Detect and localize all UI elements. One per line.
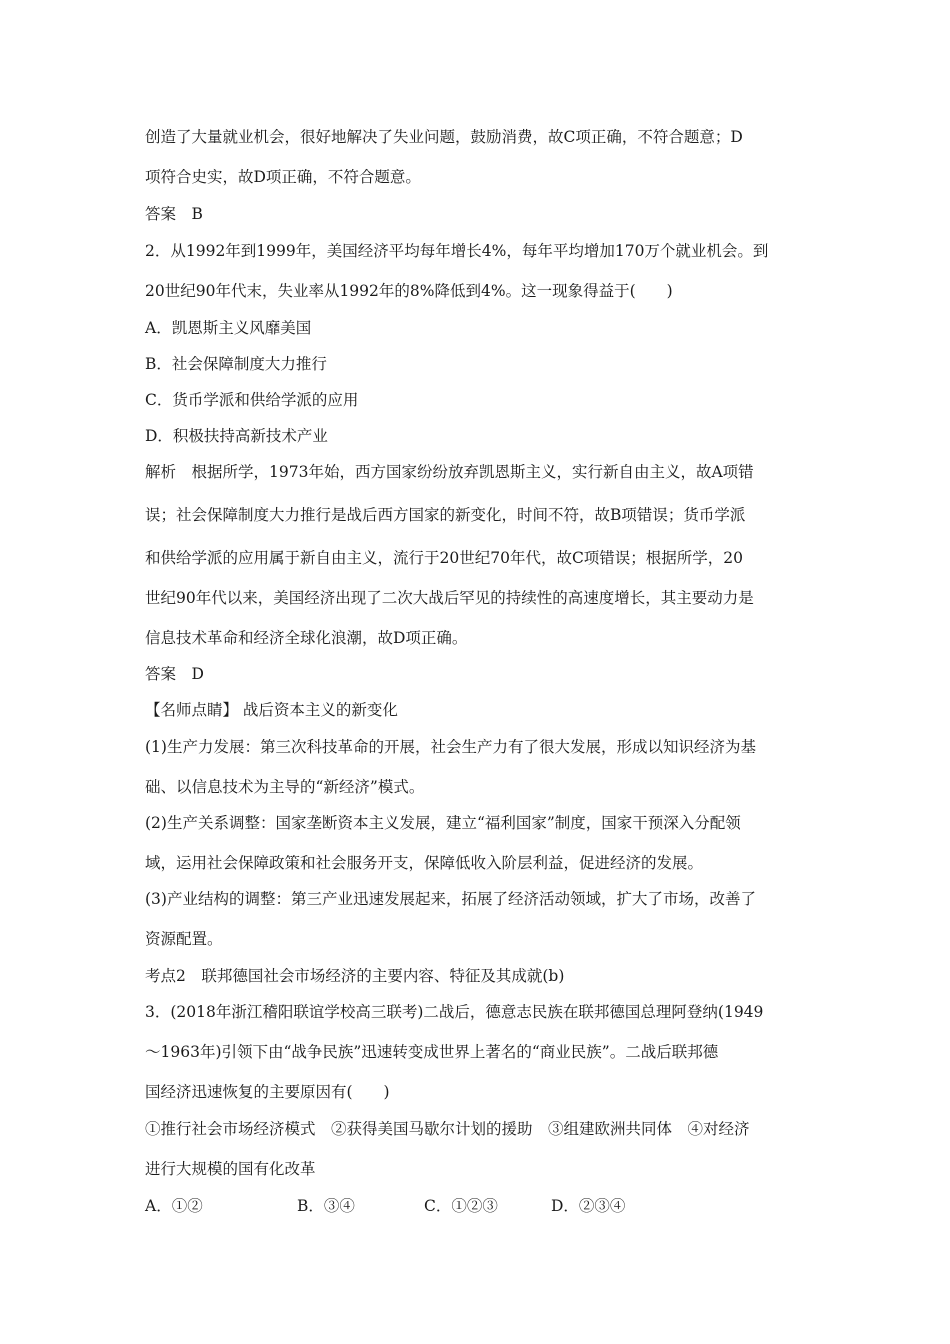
q3-option-d: D．②③④ — [551, 1197, 626, 1215]
q2-analysis-line-1: 解析 根据所学，1973年始，西方国家纷纷放弃凯恩斯主义，实行新自由主义，故A项错 — [145, 463, 754, 481]
q2-option-d: D．积极扶持高新技术产业 — [145, 427, 328, 445]
q2-option-a: A．凯恩斯主义风靡美国 — [145, 319, 312, 337]
q3-option-a: A．①② — [145, 1197, 203, 1215]
q3-items-line-1: ①推行社会市场经济模式 ②获得美国马歇尔计划的援助 ③组建欧洲共同体 ④对经济 — [145, 1120, 750, 1138]
q2-analysis-line-5: 信息技术革命和经济全球化浪潮，故D项正确。 — [145, 629, 468, 647]
q3-option-c: C．①②③ — [424, 1197, 498, 1215]
tip-point-1-line-2: 础、以信息技术为主导的“新经济”模式。 — [145, 778, 425, 796]
q2-analysis-line-2: 误；社会保障制度大力推行是战后西方国家的新变化，时间不符，故B项错误；货币学派 — [145, 506, 746, 524]
q3-items-line-2: 进行大规模的国有化改革 — [145, 1160, 316, 1178]
q2-stem-line-1: 2．从1992年到1999年，美国经济平均每年增长4%，每年平均增加170万个就业机会。到 — [145, 242, 769, 260]
section-heading: 考点2 联邦德国社会市场经济的主要内容、特征及其成就(b) — [145, 967, 565, 985]
q2-analysis-line-3: 和供给学派的应用属于新自由主义，流行于20世纪70年代，故C项错误；根据所学，20 — [145, 549, 744, 567]
q1-explanation-line-2: 项符合史实，故D项正确，不符合题意。 — [145, 168, 421, 186]
q3-options — [145, 1196, 815, 1216]
q1-explanation-line-1: 创造了大量就业机会，很好地解决了失业问题，鼓励消费，故C项正确，不符合题意；D — [145, 128, 743, 146]
q2-option-b: B．社会保障制度大力推行 — [145, 355, 327, 373]
tip-point-3-line-1: (3)产业结构的调整：第三产业迅速发展起来，拓展了经济活动领域，扩大了市场，改善了 — [145, 890, 756, 908]
tip-point-2-line-2: 域，运用社会保障政策和社会服务开支，保障低收入阶层利益，促进经济的发展。 — [145, 854, 704, 872]
tip-point-2-line-1: (2)生产关系调整：国家垄断资本主义发展，建立“福利国家”制度，国家干预深入分配领 — [145, 814, 741, 832]
q2-analysis-line-4: 世纪90年代以来，美国经济出现了二次大战后罕见的持续性的高速度增长，其主要动力是 — [145, 589, 754, 607]
q3-stem-line-2: ～1963年)引领下由“战争民族”迅速转变成世界上著名的“商业民族”。二战后联邦德 — [145, 1043, 719, 1061]
q3-stem-line-1: 3．(2018年浙江稽阳联谊学校高三联考)二战后，德意志民族在联邦德国总理阿登纳(1949 — [145, 1003, 764, 1021]
tip-heading: 【名师点睛】 战后资本主义的新变化 — [145, 701, 398, 719]
q3-option-b: B．③④ — [297, 1197, 355, 1215]
q2-stem-line-2: 20世纪90年代末，失业率从1992年的8%降低到4%。这一现象得益于( ) — [145, 282, 673, 300]
q3-stem-line-3: 国经济迅速恢复的主要原因有( ) — [145, 1083, 390, 1101]
tip-point-3-line-2: 资源配置。 — [145, 930, 223, 948]
q2-answer: 答案 D — [145, 665, 204, 683]
tip-point-1-line-1: (1)生产力发展：第三次科技革命的开展，社会生产力有了很大发展，形成以知识经济为基 — [145, 738, 756, 756]
q2-option-c: C．货币学派和供给学派的应用 — [145, 391, 359, 409]
q1-answer: 答案 B — [145, 205, 203, 223]
